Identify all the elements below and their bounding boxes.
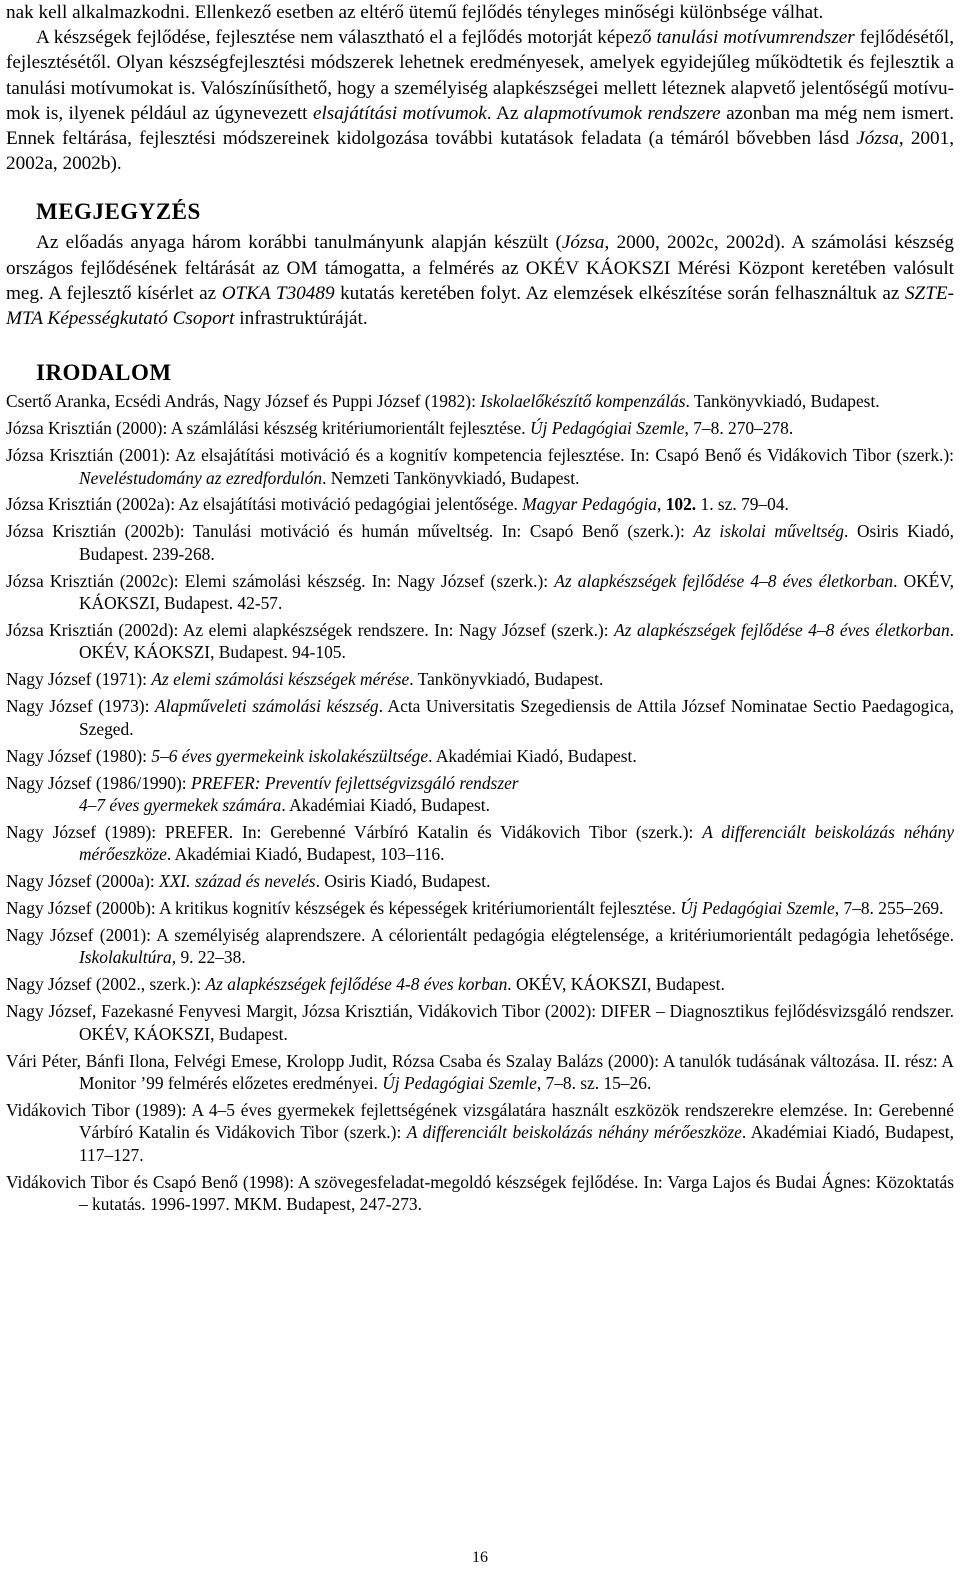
body-paragraph-1 <box>6 0 954 25</box>
reference-entry <box>6 897 954 919</box>
text-run: Nagy József (1986/1990): <box>6 772 191 793</box>
reference-entry <box>6 417 954 439</box>
text-run: . OKÉV, KÁOKSZI, Budapest. <box>507 974 725 995</box>
italic-text: OTKA T30489 <box>221 282 335 304</box>
text-run: Józsa Krisztián (2002c): Elemi számolási készség. In: Nagy József (szerk.): <box>6 570 555 591</box>
text-run: , 9. 22–38. <box>171 947 246 968</box>
text-run: Az előadás anyaga három korábbi tanulmányunk alapján készült ( <box>36 232 562 254</box>
italic-text: Az iskolai műveltség <box>693 521 844 542</box>
page-number: 16 <box>472 1549 488 1566</box>
reference-entry <box>6 870 954 892</box>
italic-text: Az alapkészségek fejlődése 4–8 éves életkorban <box>554 570 894 591</box>
reference-entry <box>6 668 954 690</box>
text-run: Csertő Aranka, Ecsédi András, Nagy József és Puppi József (1982): <box>6 391 481 412</box>
text-run: azonban ma még nem ismert. Ennek feltárása, fejlesztési módszereinek kidolgozása további kutatások feladata (a témáról bővebben lásd <box>6 102 955 150</box>
text-run: , 7–8. 270–278. <box>684 418 794 439</box>
text-run: Nagy József (2001): A személyiség alaprendszere. A célorientált pedagógia elégtelensége, a kritériumorientált pedagógia lehetősége. <box>6 925 954 946</box>
reference-entry <box>6 493 954 515</box>
reference-entry <box>6 745 954 767</box>
reference-entry <box>6 520 954 565</box>
text-run: Vidákovich Tibor (1989): A 4–5 éves gyermekek fejlettségének vizsgálatára használt eszközök rendszerekre elemzése. In: Gerebenné Várbíró Katalin és Vidákovich Tibor (szerk.): <box>6 1099 954 1143</box>
reference-entry <box>6 695 954 740</box>
reference-entry <box>6 444 954 489</box>
text-run: 1. sz. 79–04. <box>696 494 789 515</box>
text-run: . OKÉV, KÁOKSZI, Budapest. 94-105. <box>79 620 955 663</box>
italic-text: 5–6 éves gyermekeink iskolakészültsége <box>151 745 429 766</box>
text-run: . Nemzeti Tankönyvkiadó, Budapest. <box>322 467 580 488</box>
text-run: . Osiris Kiadó, Budapest. <box>315 871 491 892</box>
text-run: , <box>657 494 666 515</box>
text-run: Nagy József (2002., szerk.): <box>6 974 206 995</box>
text-run: . Acta Universitatis Szegediensis de Attila József Nominatae Sectio Paedagogica, Szeged. <box>79 696 954 739</box>
reference-entry <box>6 973 954 995</box>
text-run: infrastruktúráját. <box>234 308 368 330</box>
text-run: , 2000, 2002c, 2002d). A számolási készség országos fejlődésének feltárását az OM támogatta, a felmérés az OKÉV KÁOKSZI Mérési Központ keretében valósult meg. A fejlesztő kísérlet az <box>6 232 954 304</box>
italic-text: XXI. század és nevelés <box>159 871 316 892</box>
text-run: Józsa Krisztián (2002d): Az elemi alapkészségek rendszere. In: Nagy József (szerk.): <box>6 620 615 641</box>
reference-entry <box>6 924 954 969</box>
text-run: , 2001, 2002a, 2002b). <box>6 128 955 175</box>
reference-entry <box>6 619 954 664</box>
reference-entry <box>6 1000 954 1045</box>
italic-text: SZTE-MTA Képességkutató Csoport <box>6 282 954 330</box>
italic-text: Iskolakultúra <box>79 947 172 968</box>
text-run: fejlődésétől, fejlesztésétől. Olyan készségfejlesztési módszerek lehetnek eredményesek, amelyek egyidejűleg működtetik és fejlesztik a tanulási motívumokat is. Valószínűsíthető, hogy a személyiség alapkészségei mellett léteznek alapvető jelentőségű motívumok is, ilyenek például az úgynevezett <box>6 27 955 124</box>
document-page <box>6 0 954 1220</box>
body-paragraph-2 <box>6 25 954 176</box>
text-run: . Az <box>486 102 524 124</box>
text-run: Vári Péter, Bánfi Ilona, Felvégi Emese, Krolopp Judit, Rózsa Csaba és Szalay Balázs (2000): A tanulók tudásának változása. II. rész: A Monitor ’99 felmérés előzetes eredményei. <box>6 1050 954 1093</box>
text-run: Józsa Krisztián (2001): Az elsajátítási motiváció és a kognitív kompetencia fejlesztése. In: Csapó Benő és Vidákovich Tibor (szerk.): <box>6 445 954 466</box>
text-run: , 7–8. sz. 15–26. <box>536 1072 652 1093</box>
bold-text: 102. <box>665 494 697 515</box>
text-run: . Akadémiai Kiadó, Budapest, 103–116. <box>166 844 445 865</box>
italic-text: Új Pedagógiai Szemle <box>529 418 685 439</box>
text-run: Józsa Krisztián (2000): A számlálási készség kritériumorientált fejlesztése. <box>6 418 530 439</box>
reference-entry <box>6 1171 954 1216</box>
text-run: . OKÉV, KÁOKSZI, Budapest. 42-57. <box>79 570 955 614</box>
text-run: Nagy József (2000a): <box>6 871 160 892</box>
text-run: . Akadémiai Kiadó, Budapest. <box>281 794 490 815</box>
reference-entry <box>6 1050 954 1095</box>
text-run: Nagy József (1989): PREFER. In: Gerebenné Várbíró Katalin és Vidákovich Tibor (szerk.): <box>6 821 703 842</box>
text-run: A készségek fejlődése, fejlesztése nem választható el a fejlődés motorját képező <box>36 27 657 49</box>
italic-text: Alapműveleti számolási készség <box>154 696 379 717</box>
italic-text: Az elemi számolási készségek mérése <box>151 669 410 690</box>
note-paragraph <box>6 230 954 331</box>
text-run: Nagy József (1973): <box>6 696 155 717</box>
text-run: . Akadémiai Kiadó, Budapest, 117–127. <box>79 1122 954 1165</box>
italic-text: tanulási motívumrendszer <box>656 27 855 49</box>
text-run: . Tankönyvkiadó, Budapest. <box>409 669 604 690</box>
text-run: , 7–8. 255–269. <box>834 898 944 919</box>
italic-text: Magyar Pedagógia <box>522 494 658 515</box>
text-run: Józsa Krisztián (2002b): Tanulási motiváció és humán műveltség. In: Csapó Benő (szerk.): <box>6 521 694 542</box>
italic-text: Új Pedagógiai Szemle <box>382 1072 537 1093</box>
italic-text: 4–7 éves gyermekek számára <box>79 794 282 815</box>
note-heading: MEGJEGYZÉS <box>36 199 201 225</box>
italic-text: Az alapkészségek fejlődése 4-8 éves korban <box>205 974 508 995</box>
italic-text: alapmotívumok rendszere <box>523 102 721 124</box>
italic-text: A differenciált beiskolázás néhány mérőeszköze <box>406 1122 742 1143</box>
text-run: Nagy József (1971): <box>6 669 152 690</box>
reference-entry <box>6 772 954 817</box>
text-run: Vidákovich Tibor és Csapó Benő (1998): A szövegesfeladat-megoldó készségek fejlődése. In: Varga Lajos és Budai Ágnes: Közoktatás – kutatás. 1996-1997. MKM. Budapest, 247-273. <box>6 1171 954 1214</box>
italic-text: Józsa <box>561 232 605 254</box>
text-run: kutatás keretében folyt. Az elemzések elkészítése során felhasználtuk az <box>334 282 905 304</box>
italic-text: Neveléstudomány az ezredfordulón <box>79 467 323 488</box>
text-run: Nagy József, Fazekasné Fenyvesi Margit, Józsa Krisztián, Vidákovich Tibor (2002): DIFER – Diagnosztikus fejlődésvizsgáló rendszer. OKÉV, KÁOKSZI, Budapest. <box>6 1001 954 1044</box>
italic-text: Új Pedagógiai Szemle <box>680 898 835 919</box>
references-heading: IRODALOM <box>36 360 172 386</box>
text-run: . Tankönyvkiadó, Budapest. <box>685 391 880 412</box>
reference-list <box>6 390 954 1215</box>
text-run: . Akadémiai Kiadó, Budapest. <box>428 745 637 766</box>
italic-text: A differenciált beiskolázás néhány mérőeszköze <box>79 821 954 865</box>
italic-text: elsajátítási motívumok <box>312 102 487 124</box>
italic-text: PREFER: Preventív fejlettségvizsgáló rendszer <box>190 772 519 793</box>
text-run: Nagy József (2000b): A kritikus kognitív készségek és képességek kritériumorientált fejlesztése. <box>6 898 681 919</box>
text-run: nak kell alkalmazkodni. Ellenkező esetben az eltérő ütemű fejlődés tényleges minőségi különbsége válhat. <box>6 2 824 23</box>
text-run: . Osiris Kiadó, Budapest. 239-268. <box>79 521 954 564</box>
reference-entry <box>6 821 954 866</box>
text-run: Józsa Krisztián (2002a): Az elsajátítási motiváció pedagógiai jelentősége. <box>6 494 523 515</box>
reference-entry <box>6 390 954 412</box>
text-run: Nagy József (1980): <box>6 745 152 766</box>
reference-entry <box>6 1099 954 1166</box>
italic-text: Iskolaelőkészítő kompenzálás <box>480 391 686 412</box>
reference-entry <box>6 570 954 615</box>
italic-text: Az alapkészségek fejlődése 4–8 éves életkorban <box>614 620 950 641</box>
italic-text: Józsa <box>856 128 899 150</box>
